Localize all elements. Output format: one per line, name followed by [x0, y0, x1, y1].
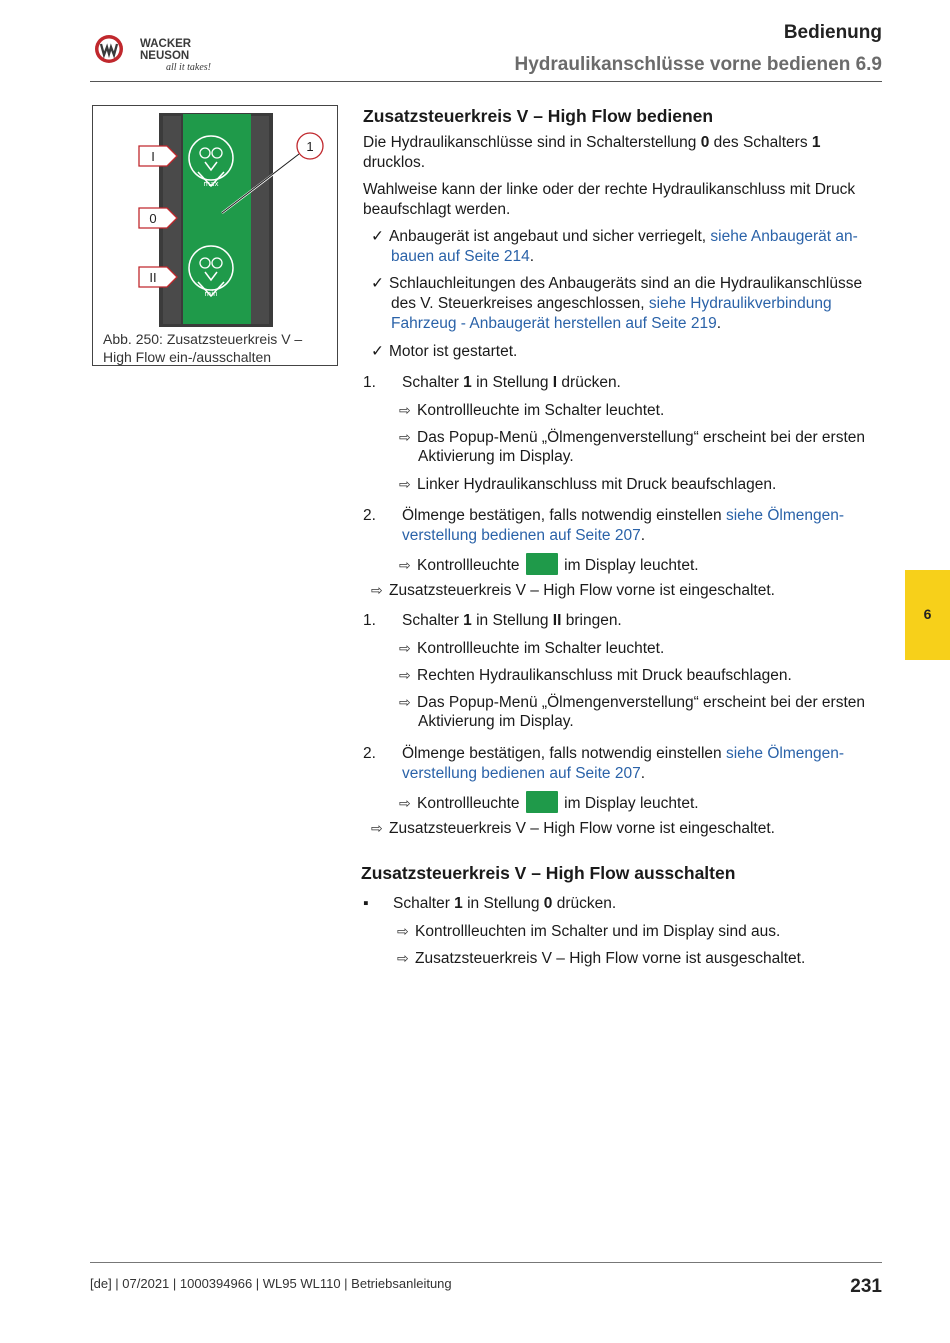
chapter-title: Bedienung	[783, 22, 882, 43]
prereq-check-3: ✓ Motor ist gestartet.	[371, 343, 518, 360]
result-arrow-icon: ⇨	[399, 795, 411, 811]
prereq-check-1: ✓ Anbaugerät ist angebaut und sicher verriegelt, siehe Anbaugerät an-	[371, 228, 858, 245]
hydraulic-flow-lamp-icon	[526, 553, 558, 575]
switch-off-result-1: ⇨ Kontrollleuchten im Schalter und im Display sind aus.	[397, 923, 781, 940]
intro-paragraph-1: Die Hydraulikanschlüsse sind in Schalterstellung 0 des Schalters 1	[363, 134, 821, 151]
svg-text:NEUSON: NEUSON	[140, 50, 190, 62]
svg-text:WACKER: WACKER	[140, 38, 192, 50]
figure-caption: Abb. 250: Zusatzsteuerkreis V – High Flow ein-/ausschalten	[103, 331, 303, 365]
result-arrow-icon: ⇨	[371, 820, 383, 836]
prereq-check-2: ✓ Schlauchleitungen des Anbaugeräts sind an die Hydraulikanschlüsse	[371, 275, 863, 292]
svg-text:II: II	[149, 270, 157, 285]
prereq-check-2-cont: des V. Steuerkreises angeschlossen, siehe Hydraulikverbindung	[391, 295, 832, 312]
stepA-result-3: ⇨ Linker Hydraulikanschluss mit Druck beaufschlagen.	[399, 476, 777, 493]
figure-switch	[92, 105, 338, 366]
link-oelmengenverstellung-cont[interactable]: verstellung bedienen auf Seite 207	[402, 527, 641, 544]
prereq-check-1-cont: bauen auf Seite 214.	[391, 248, 535, 265]
result-arrow-icon: ⇨	[397, 923, 409, 939]
result-arrow-icon: ⇨	[399, 429, 411, 445]
result-arrow-icon: ⇨	[399, 667, 411, 683]
result-arrow-icon: ⇨	[399, 640, 411, 656]
stepB-2: Ölmenge bestätigen, falls notwendig einstellen siehe Ölmengen-	[402, 745, 845, 762]
stepB-result-2: ⇨ Rechten Hydraulikanschluss mit Druck beaufschlagen.	[399, 667, 792, 684]
result-arrow-icon: ⇨	[399, 402, 411, 418]
link-anbaugeraet-anbauen[interactable]: siehe Anbaugerät an-	[710, 228, 858, 245]
stepA-1: Schalter 1 in Stellung I drücken.	[402, 374, 621, 391]
svg-text:all it takes!: all it takes!	[166, 62, 211, 73]
link-hydraulikverbindung[interactable]: siehe Hydraulikverbindung	[648, 295, 832, 312]
result-arrow-icon: ⇨	[399, 476, 411, 492]
stepB-final-result: ⇨ Zusatzsteuerkreis V – High Flow vorne ist eingeschaltet.	[371, 820, 775, 837]
stepB-2-cont: verstellung bedienen auf Seite 207.	[402, 765, 646, 782]
wacker-neuson-logo	[92, 34, 222, 80]
switch-off-bullet-icon: ▪	[363, 895, 369, 912]
stepB-1: Schalter 1 in Stellung II bringen.	[402, 612, 622, 629]
svg-text:max: max	[203, 180, 219, 188]
header-divider	[90, 81, 882, 82]
stepA-result-1: ⇨ Kontrollleuchte im Schalter leuchtet.	[399, 402, 665, 419]
prereq-check-2-cont2: Fahrzeug - Anbaugerät herstellen auf Seite 219.	[391, 315, 722, 332]
stepA-1-number: 1.	[363, 374, 376, 391]
chapter-tab-number: 6	[923, 606, 932, 622]
svg-text:I: I	[151, 149, 155, 164]
switch-off-result-2: ⇨ Zusatzsteuerkreis V – High Flow vorne ist ausgeschaltet.	[397, 950, 806, 967]
section-heading-operate: Zusatzsteuerkreis V – High Flow bedienen	[363, 106, 714, 126]
link-oelmengenverstellung-cont[interactable]: verstellung bedienen auf Seite 207	[402, 765, 641, 782]
stepB-result-3: ⇨ Das Popup-Menü „Ölmengenverstellung“ erscheint bei der ersten	[399, 694, 866, 711]
stepB-result-1: ⇨ Kontrollleuchte im Schalter leuchtet.	[399, 640, 665, 657]
intro-paragraph-1-cont: drucklos.	[363, 154, 426, 171]
switch-off-step: Schalter 1 in Stellung 0 drücken.	[393, 895, 617, 912]
stepB-result-3-cont: Aktivierung im Display.	[418, 713, 574, 730]
result-arrow-icon: ⇨	[397, 950, 409, 966]
hydraulic-flow-lamp-icon	[526, 791, 558, 813]
footer-divider	[90, 1262, 882, 1263]
svg-text:1: 1	[306, 139, 314, 154]
link-oelmengenverstellung[interactable]: siehe Ölmengen-	[725, 507, 845, 524]
stepA-lamp-result: ⇨ Kontrollleuchte im Display leuchtet.	[399, 553, 699, 576]
section-heading-switch-off: Zusatzsteuerkreis V – High Flow ausschalten	[361, 863, 736, 883]
link-hydraulikverbindung-cont[interactable]: Fahrzeug - Anbaugerät herstellen auf Seite 219	[391, 315, 717, 332]
stepB-2-number: 2.	[363, 745, 376, 762]
stepB-lamp-result: ⇨ Kontrollleuchte im Display leuchtet.	[399, 791, 699, 814]
result-arrow-icon: ⇨	[399, 694, 411, 710]
intro-paragraph-2: Wahlweise kann der linke oder der rechte Hydraulikanschluss mit Druck	[363, 181, 856, 198]
result-arrow-icon: ⇨	[371, 582, 383, 598]
result-arrow-icon: ⇨	[399, 557, 411, 573]
page-number: 231	[850, 1276, 882, 1297]
footer-info: [de] | 07/2021 | 1000394966 | WL95 WL110 | Betriebsanleitung	[90, 1276, 452, 1291]
link-oelmengenverstellung[interactable]: siehe Ölmengen-	[725, 745, 845, 762]
stepA-2-cont: verstellung bedienen auf Seite 207.	[402, 527, 646, 544]
chapter-tab	[905, 570, 950, 660]
link-anbaugeraet-anbauen-cont[interactable]: bauen auf Seite 214	[391, 248, 530, 265]
stepA-result-2: ⇨ Das Popup-Menü „Ölmengenverstellung“ erscheint bei der ersten	[399, 429, 866, 446]
stepA-final-result: ⇨ Zusatzsteuerkreis V – High Flow vorne ist eingeschaltet.	[371, 582, 775, 599]
section-title: Hydraulikanschlüsse vorne bedienen 6.9	[514, 54, 882, 75]
svg-text:0: 0	[149, 211, 157, 226]
stepA-result-2-cont: Aktivierung im Display.	[418, 448, 574, 465]
stepB-1-number: 1.	[363, 612, 376, 629]
intro-paragraph-2-cont: beaufschlagt werden.	[363, 201, 511, 218]
svg-text:min: min	[204, 290, 218, 298]
stepA-2: Ölmenge bestätigen, falls notwendig einstellen siehe Ölmengen-	[402, 507, 845, 524]
stepA-2-number: 2.	[363, 507, 376, 524]
switch-illustration	[93, 106, 339, 328]
